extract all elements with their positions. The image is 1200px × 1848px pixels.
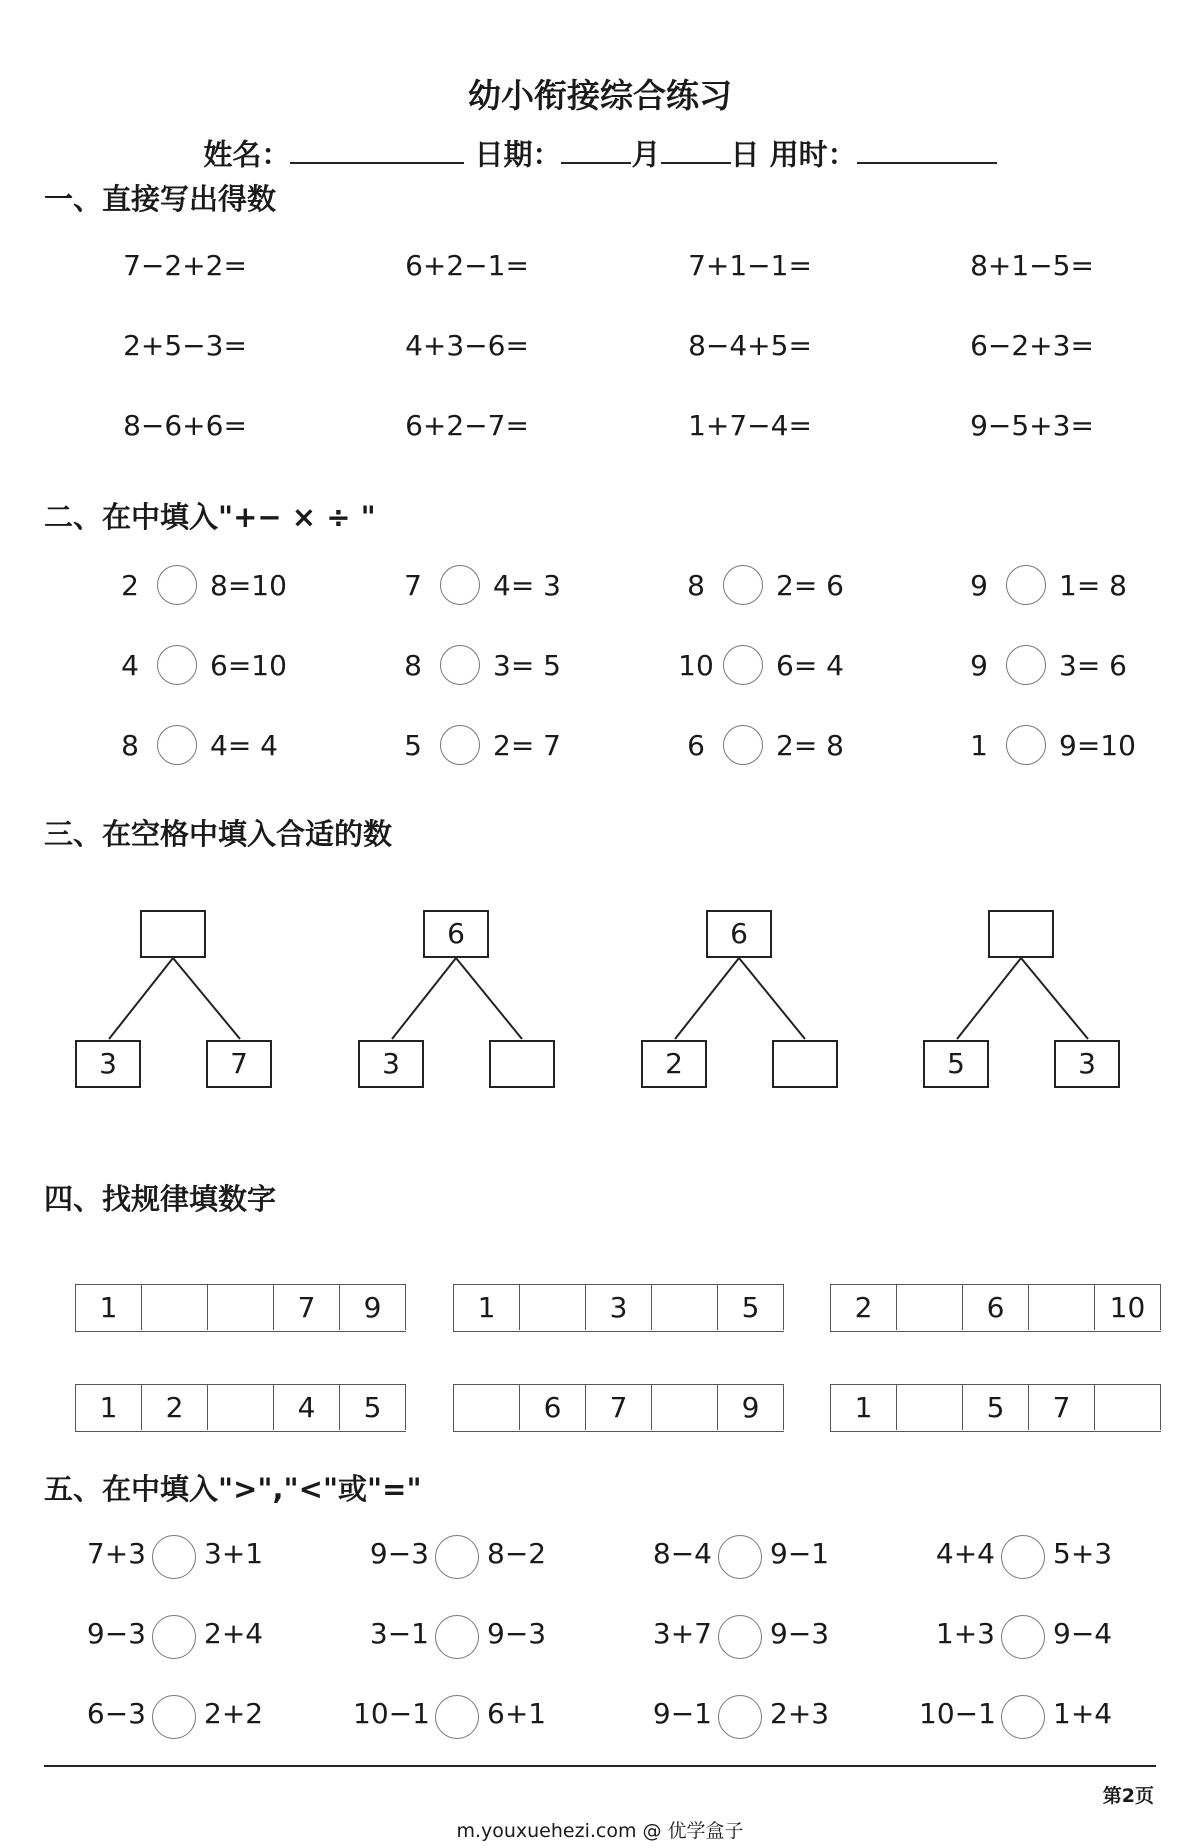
operand-left: 5: [404, 729, 422, 762]
compare-circle[interactable]: [1001, 1615, 1045, 1659]
sequence-cell[interactable]: [652, 1285, 718, 1330]
sequence-cell[interactable]: 7: [586, 1385, 652, 1430]
operand-left: 9: [970, 569, 988, 602]
compare-circle[interactable]: [718, 1695, 762, 1739]
compare-left: 3+7: [652, 1617, 712, 1650]
sequence-cell[interactable]: 6: [963, 1285, 1029, 1330]
sequence-cell[interactable]: 7: [274, 1285, 340, 1330]
arith-problem: 4+3−6=: [405, 329, 529, 362]
tree-left-box[interactable]: 2: [641, 1040, 707, 1088]
sequence-row: [453, 1384, 784, 1432]
operand-left: 1: [970, 729, 988, 762]
compare-circle[interactable]: [1001, 1535, 1045, 1579]
tree-top-box[interactable]: 6: [423, 910, 489, 958]
operand-right: 2= 6: [776, 569, 844, 602]
section4-heading: 四、找规律填数字: [44, 1182, 277, 1216]
sequence-cell[interactable]: 7: [1029, 1385, 1095, 1430]
sequence-row: [453, 1284, 784, 1332]
operand-right: 8=10: [210, 569, 287, 602]
sequence-cell[interactable]: [897, 1285, 963, 1330]
arith-problem: 8+1−5=: [970, 249, 1094, 282]
sequence-cell[interactable]: 1: [76, 1285, 142, 1330]
sequence-cell[interactable]: [1095, 1385, 1161, 1430]
sequence-cell[interactable]: 2: [831, 1285, 897, 1330]
compare-left: 3−1: [369, 1617, 429, 1650]
arith-problem: 9−5+3=: [970, 409, 1094, 442]
sequence-cell[interactable]: 6: [520, 1385, 586, 1430]
sequence-cell[interactable]: 1: [831, 1385, 897, 1430]
operand-left: 7: [404, 569, 422, 602]
compare-left: 1+3: [935, 1617, 995, 1650]
tree-left-box[interactable]: 3: [358, 1040, 424, 1088]
tree-top-box[interactable]: 6: [706, 910, 772, 958]
arith-problem: 7+1−1=: [688, 249, 812, 282]
section3-heading: 三、在空格中填入合适的数: [44, 817, 393, 851]
compare-circle[interactable]: [435, 1615, 479, 1659]
operand-right: 3= 6: [1059, 649, 1127, 682]
compare-circle[interactable]: [718, 1535, 762, 1579]
operand-right: 2= 8: [776, 729, 844, 762]
tree-line: [173, 958, 240, 1039]
operand-left: 2: [121, 569, 139, 602]
sequence-cell[interactable]: 10: [1095, 1285, 1161, 1330]
tree-top-box[interactable]: [140, 910, 206, 958]
compare-right: 9−3: [487, 1617, 547, 1650]
compare-left: 8−4: [652, 1537, 712, 1570]
compare-left: 9−1: [652, 1697, 712, 1730]
operand-right: 4= 4: [210, 729, 278, 762]
month-label: 月: [631, 137, 661, 172]
compare-left: 10−1: [919, 1697, 996, 1730]
operand-left: 10: [678, 649, 714, 682]
sequence-cell[interactable]: 9: [718, 1385, 784, 1430]
tree-right-box[interactable]: 7: [206, 1040, 272, 1088]
arith-problem: 1+7−4=: [688, 409, 812, 442]
sequence-cell[interactable]: [454, 1385, 520, 1430]
tree-line: [456, 958, 522, 1039]
sequence-cell[interactable]: 5: [718, 1285, 784, 1330]
tree-line: [675, 958, 739, 1039]
section2-heading: 二、在中填入"+− × ÷ ": [44, 500, 376, 534]
compare-circle[interactable]: [718, 1615, 762, 1659]
day-label: 日: [730, 137, 760, 172]
compare-right: 5+3: [1053, 1537, 1113, 1570]
compare-circle[interactable]: [152, 1615, 196, 1659]
time-label: 用时：: [769, 137, 857, 172]
arith-problem: 6+2−7=: [405, 409, 529, 442]
tree-line: [109, 958, 173, 1039]
sequence-cell[interactable]: [520, 1285, 586, 1330]
operand-left: 6: [687, 729, 705, 762]
arith-problem: 6−2+3=: [970, 329, 1094, 362]
sequence-cell[interactable]: [208, 1385, 274, 1430]
sequence-cell[interactable]: 5: [340, 1385, 406, 1430]
compare-circle[interactable]: [435, 1695, 479, 1739]
arith-problem: 6+2−1=: [405, 249, 529, 282]
sequence-row: [75, 1284, 406, 1332]
operand-right: 3= 5: [493, 649, 561, 682]
operand-left: 9: [970, 649, 988, 682]
operand-right: 2= 7: [493, 729, 561, 762]
page-number: 第2页: [1102, 1785, 1154, 1807]
sequence-row: [830, 1384, 1161, 1432]
operand-right: 4= 3: [493, 569, 561, 602]
compare-right: 6+1: [487, 1697, 547, 1730]
compare-left: 4+4: [935, 1537, 995, 1570]
arith-problem: 7−2+2=: [123, 249, 247, 282]
tree-right-box[interactable]: [772, 1040, 838, 1088]
compare-right: 9−4: [1053, 1617, 1113, 1650]
sequence-cell[interactable]: 3: [586, 1285, 652, 1330]
tree-line: [1021, 958, 1088, 1039]
tree-line: [392, 958, 456, 1039]
sequence-cell[interactable]: [142, 1285, 208, 1330]
tree-top-box[interactable]: [988, 910, 1054, 958]
sequence-cell[interactable]: 1: [454, 1285, 520, 1330]
sequence-cell[interactable]: 4: [274, 1385, 340, 1430]
operand-right: 6=10: [210, 649, 287, 682]
compare-right: 3+1: [204, 1537, 264, 1570]
footer-site[interactable]: m.youxuehezi.com @ 优学盒子: [456, 1820, 744, 1842]
operand-left: 8: [121, 729, 139, 762]
sequence-cell[interactable]: 9: [340, 1285, 406, 1330]
compare-left: 10−1: [353, 1697, 430, 1730]
operand-left: 8: [404, 649, 422, 682]
compare-circle[interactable]: [1001, 1695, 1045, 1739]
compare-circle[interactable]: [152, 1695, 196, 1739]
sequence-row: [830, 1284, 1161, 1332]
tree-right-box[interactable]: [489, 1040, 555, 1088]
tree-left-box[interactable]: 5: [923, 1040, 989, 1088]
compare-left: 6−3: [86, 1697, 146, 1730]
arith-problem: 2+5−3=: [123, 329, 247, 362]
compare-circle[interactable]: [435, 1535, 479, 1579]
sequence-cell[interactable]: 2: [142, 1385, 208, 1430]
compare-right: 2+4: [204, 1617, 264, 1650]
tree-right-box[interactable]: 3: [1054, 1040, 1120, 1088]
compare-left: 9−3: [369, 1537, 429, 1570]
compare-right: 9−1: [770, 1537, 830, 1570]
arith-problem: 8−4+5=: [688, 329, 812, 362]
tree-line: [739, 958, 805, 1039]
sequence-cell[interactable]: [652, 1385, 718, 1430]
sequence-cell[interactable]: 5: [963, 1385, 1029, 1430]
section5-heading: 五、在中填入">","<"或"=": [44, 1472, 422, 1506]
sequence-cell[interactable]: [208, 1285, 274, 1330]
compare-left: 7+3: [86, 1537, 146, 1570]
compare-circle[interactable]: [152, 1535, 196, 1579]
compare-right: 1+4: [1053, 1697, 1113, 1730]
compare-right: 8−2: [487, 1537, 547, 1570]
compare-right: 2+3: [770, 1697, 830, 1730]
tree-line: [957, 958, 1021, 1039]
section1-heading: 一、直接写出得数: [44, 182, 277, 216]
name-label: 姓名：: [203, 137, 291, 172]
operand-right: 1= 8: [1059, 569, 1127, 602]
compare-right: 2+2: [204, 1697, 264, 1730]
compare-right: 9−3: [770, 1617, 830, 1650]
sequence-row: [75, 1384, 406, 1432]
date-label: 日期：: [474, 137, 562, 172]
arith-problem: 8−6+6=: [123, 409, 247, 442]
operand-left: 8: [687, 569, 705, 602]
operand-right: 6= 4: [776, 649, 844, 682]
sequence-cell[interactable]: 1: [76, 1385, 142, 1430]
sequence-cell[interactable]: [1029, 1285, 1095, 1330]
sequence-cell[interactable]: [897, 1385, 963, 1430]
tree-left-box[interactable]: 3: [75, 1040, 141, 1088]
footer-divider: [44, 1765, 1156, 1767]
compare-left: 9−3: [86, 1617, 146, 1650]
operand-left: 4: [121, 649, 139, 682]
operand-right: 9=10: [1059, 729, 1136, 762]
worksheet-title: 幼小衔接综合练习: [468, 76, 732, 115]
